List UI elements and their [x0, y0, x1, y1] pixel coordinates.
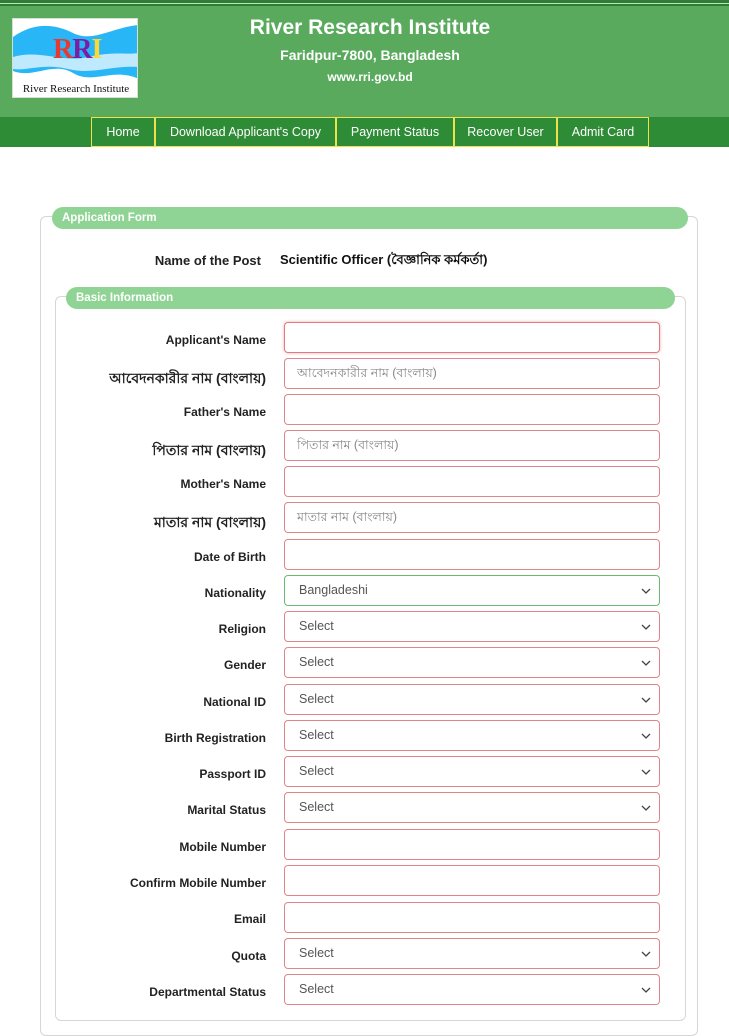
label-quota: Quota [231, 949, 266, 963]
departmental-status-select[interactable] [284, 974, 660, 1005]
chevron-down-icon [641, 695, 651, 705]
chevron-down-icon [641, 803, 651, 813]
label-father-name-bn: পিতার নাম (বাংলায়) [152, 442, 266, 458]
site-url[interactable]: www.rri.gov.bd [327, 70, 413, 84]
departmental-status-select-value: Select [299, 982, 334, 996]
label-applicant-name: Applicant's Name [165, 333, 266, 347]
date-of-birth-input[interactable] [284, 539, 660, 570]
chevron-down-icon [641, 658, 651, 668]
quota-select-value: Select [299, 946, 334, 960]
site-title: River Research Institute [249, 16, 491, 39]
nav-home[interactable]: Home [91, 117, 155, 147]
passport-id-select-value: Select [299, 764, 334, 778]
nav-download-copy[interactable]: Download Applicant's Copy [155, 117, 336, 147]
label-father-name: Father's Name [183, 405, 266, 419]
logo-caption: River Research Institute [22, 83, 130, 95]
father-name-bn-input[interactable]: পিতার নাম (বাংলায়) [284, 430, 660, 461]
passport-id-select[interactable] [284, 756, 660, 787]
chevron-down-icon [641, 767, 651, 777]
chevron-down-icon [641, 949, 651, 959]
nav-admit-card[interactable]: Admit Card [557, 117, 649, 147]
national-id-select-value: Select [299, 692, 334, 706]
nav-recover-user[interactable]: Recover User [454, 117, 557, 147]
chevron-down-icon [641, 622, 651, 632]
logo-letter-i: I [91, 34, 102, 65]
mother-name-input[interactable] [284, 466, 660, 497]
applicant-name-input[interactable] [284, 322, 660, 353]
birth-registration-select[interactable] [284, 720, 660, 751]
nationality-select-value: Bangladeshi [299, 583, 368, 597]
mother-name-bn-input[interactable]: মাতার নাম (বাংলায়) [284, 502, 660, 533]
label-nationality: Nationality [204, 586, 266, 600]
label-mother-name-bn: মাতার নাম (বাংলায়) [153, 514, 266, 530]
national-id-select[interactable] [284, 684, 660, 715]
birth-registration-select-value: Select [299, 728, 334, 742]
basic-information-title: Basic Information [66, 287, 675, 309]
label-mobile-number: Mobile Number [179, 840, 266, 854]
label-religion: Religion [218, 622, 266, 636]
gender-select[interactable] [284, 647, 660, 678]
applicant-name-bn-input[interactable]: আবেদনকারীর নাম (বাংলায়) [284, 358, 660, 389]
label-marital-status: Marital Status [187, 803, 266, 817]
nationality-select[interactable] [284, 575, 660, 606]
marital-status-select[interactable] [284, 792, 660, 823]
label-passport-id: Passport ID [199, 767, 266, 781]
marital-status-select-value: Select [299, 800, 334, 814]
mobile-number-input[interactable] [284, 829, 660, 860]
logo-letter-r1: R [53, 34, 73, 65]
post-label: Name of the Post [154, 253, 261, 268]
label-confirm-mobile: Confirm Mobile Number [129, 876, 266, 890]
label-mother-name: Mother's Name [180, 477, 266, 491]
religion-select[interactable] [284, 611, 660, 642]
rri-logo[interactable] [12, 18, 138, 98]
confirm-mobile-input[interactable] [284, 865, 660, 896]
chevron-down-icon [641, 985, 651, 995]
chevron-down-icon [641, 731, 651, 741]
label-gender: Gender [223, 658, 266, 672]
label-applicant-name-bn: আবেদনকারীর নাম (বাংলায়) [109, 370, 266, 386]
quota-select[interactable] [284, 938, 660, 969]
label-departmental-status: Departmental Status [149, 985, 266, 999]
site-header [0, 6, 729, 117]
main-nav [0, 117, 729, 147]
label-national-id: National ID [203, 695, 266, 709]
label-email: Email [233, 912, 266, 926]
application-form-title: Application Form [52, 207, 688, 229]
nav-payment-status[interactable]: Payment Status [336, 117, 454, 147]
label-birth-registration: Birth Registration [164, 731, 266, 745]
gender-select-value: Select [299, 655, 334, 669]
logo-letter-r2: R [72, 34, 92, 65]
label-date-of-birth: Date of Birth [194, 550, 266, 564]
chevron-down-icon [641, 586, 651, 596]
religion-select-value: Select [299, 619, 334, 633]
father-name-input[interactable] [284, 394, 660, 425]
site-subtitle: Faridpur-7800, Bangladesh [280, 47, 460, 63]
email-input[interactable] [284, 902, 660, 933]
post-value: Scientific Officer (বৈজ্ঞানিক কর্মকর্তা) [280, 252, 488, 267]
logo-mark [53, 34, 101, 66]
